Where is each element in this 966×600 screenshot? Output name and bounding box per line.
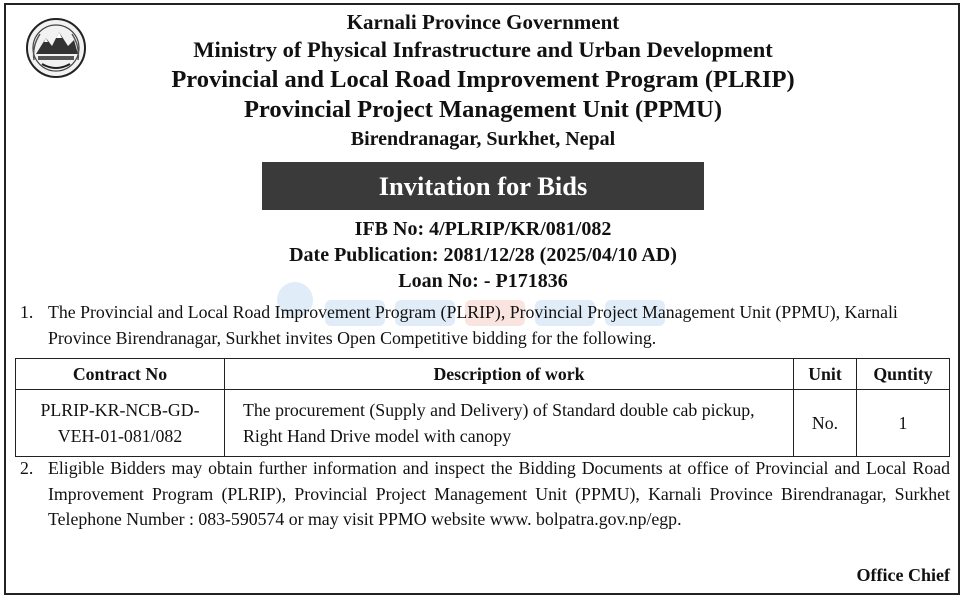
cell-description: The procurement (Supply and Delivery) of Standard double cab pickup, Right Hand Drive model with canopy (225, 390, 794, 457)
program-name: Provincial and Local Road Improvement Program (PLRIP) (171, 66, 795, 93)
header-quantity: Quntity (857, 359, 950, 390)
table-row (16, 390, 950, 457)
paragraph-1 (20, 300, 950, 351)
paragraph-2-number: 2. (20, 458, 34, 478)
ifb-number: IFB No: 4/PLRIP/KR/081/082 (354, 218, 612, 240)
cell-contract-no: PLRIP-KR-NCB-GD-VEH-01-081/082 (16, 390, 225, 457)
office-address: Birendranagar, Surkhet, Nepal (350, 128, 616, 150)
table-header-row (16, 359, 950, 390)
letterhead (0, 9, 966, 154)
cell-quantity: 1 (857, 390, 950, 457)
government-name: Karnali Province Government (346, 10, 620, 34)
cell-unit: No. (794, 390, 857, 457)
reference-block (0, 216, 966, 294)
paragraph-2-text: Eligible Bidders may obtain further information and inspect the Bidding Documents at office of Provincial and Local Road Improvement Program (PLRIP), Provincial Project Management Unit (PPMU), Karnali Province Birendranagar, Surkhet Telephone Number : 083-590574 or may visit PPMO website www. bolpatra.gov.np/egp. (48, 458, 950, 529)
paragraph-1-number: 1. (20, 302, 34, 322)
paragraph-2 (20, 456, 950, 533)
unit-name: Provincial Project Management Unit (PPMU) (243, 96, 723, 123)
header-description: Description of work (225, 359, 794, 390)
notice-title-banner: Invitation for Bids (262, 162, 704, 210)
paragraph-1-text: The Provincial and Local Road Improvement Program (PLRIP), Provincial Project Management Unit (PPMU), Karnali Province Birendranagar, Surkhet invites Open Competitive bidding for the following. (48, 302, 898, 348)
ministry-name: Ministry of Physical Infrastructure and Urban Development (193, 37, 773, 62)
publication-date: Date Publication: 2081/12/28 (2025/04/10 AD) (289, 244, 677, 266)
signoff-title: Office Chief (856, 565, 950, 585)
contract-table (15, 358, 950, 457)
header-contract-no: Contract No (16, 359, 225, 390)
loan-number: Loan No: - P171836 (398, 270, 568, 292)
header-unit: Unit (794, 359, 857, 390)
